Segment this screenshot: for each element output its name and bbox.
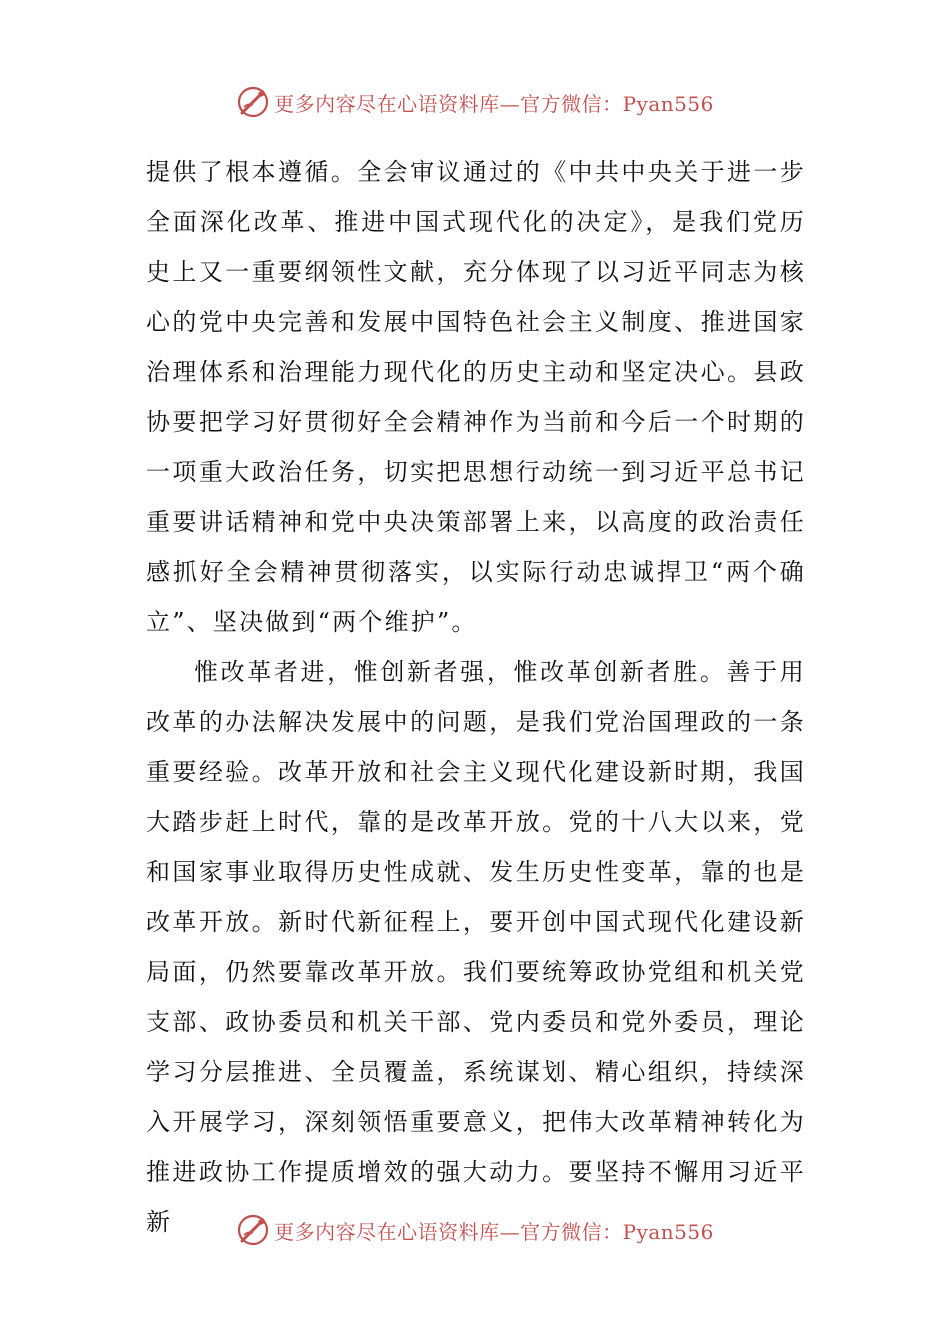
footer-watermark-banner <box>0 1210 950 1250</box>
header-watermark-banner <box>0 82 950 122</box>
pen-logo-icon <box>236 85 270 119</box>
pen-logo-icon <box>236 1213 270 1247</box>
header-banner-text: 更多内容尽在心语资料库—官方微信：Pyan556 <box>274 91 714 116</box>
paragraph-1: 提供了根本遵循。全会审议通过的《中共中央关于进一步全面深化改革、推进中国式现代化的决定》，是我们党历史上又一重要纲领性文献，充分体现了以习近平同志为核心的党中央完善和发展中国特色社会主义制度、推进国家治理体系和治理能力现代化的历史主动和坚定决心。县政协要把学习好贯彻好全会精神作为当前和今后一个时期的一项重大政治任务，切实把思想行动统一到习近平总书记重要讲话精神和党中央决策部署上来，以高度的政治责任感抓好全会精神贯彻落实，以实际行动忠诚捍卫“两个确立”、坚决做到“两个维护”。 <box>146 158 806 636</box>
paragraph-2: 惟改革者进，惟创新者强，惟改革创新者胜。善于用改革的办法解决发展中的问题，是我们党治国理政的一条重要经验。改革开放和社会主义现代化建设新时期，我国大踏步赶上时代，靠的是改革开放。党的十八大以来，党和国家事业取得历史性成就、发生历史性变革，靠的也是改革开放。新时代新征程上，要开创中国式现代化建设新局面，仍然要靠改革开放。我们要统筹政协党组和机关党支部、政协委员和机关干部、党内委员和党外委员，理论学习分层推进、全员覆盖，系统谋划、精心组织，持续深入开展学习，深刻领悟重要意义，把伟大改革精神转化为推进政协工作提质增效的强大动力。要坚持不懈用习近平新 <box>146 658 806 1236</box>
document-body <box>146 147 806 1247</box>
footer-banner-text: 更多内容尽在心语资料库—官方微信：Pyan556 <box>274 1219 714 1244</box>
